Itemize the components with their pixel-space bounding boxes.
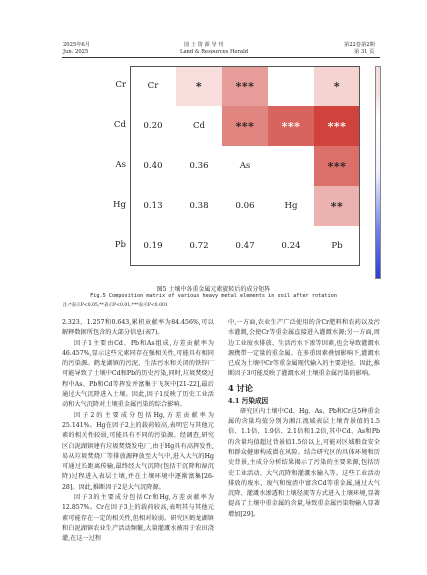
significance-cell: *** bbox=[314, 146, 360, 186]
row-label-cr: Cr bbox=[115, 80, 126, 90]
correlation-value-cell: 0.72 bbox=[189, 241, 209, 251]
diagonal-label: Hg bbox=[284, 201, 298, 211]
figure-note: 注:*表示P<0.05,**表示P<0.01,***表示P<0.001 bbox=[63, 303, 168, 308]
correlation-value-cell: 0.20 bbox=[143, 121, 163, 131]
row-label-cd: Cd bbox=[113, 120, 126, 130]
subsection-heading: 4.1 污染成因 bbox=[228, 396, 269, 405]
significance-cell: ** bbox=[314, 186, 360, 226]
row-label-pb: Pb bbox=[114, 240, 126, 250]
paragraph: 中,一方面,农业生产广泛使用的含Cr肥料和农药以及污水灌溉,会使Cr等重金属直接进入灌溉水源;另一方面,周边工业废水排放、生活污水下渗等因素,也会导致灌溉水源携带一定量的重金属。在多重因素叠加影响下,灌溉水已成为土壤中Cr等重金属现代输入的主要途径。因此,推断因子3可能反映了灌溉水对土壤重金属污染的影响。 bbox=[228, 319, 380, 378]
significance-cell: * bbox=[176, 66, 222, 106]
paragraph: 因子2的主要成分包括Hg,方差贡献率为25.141%。Hg在因子2上的载荷较高,表明它与其他元素的相关性较弱,可能具有不同的污染源。经调查,研究区白泥湖镇建有垃圾焚烧发电厂,由于Hg具有高挥发性,易从垃圾焚烧厂等排放源释放至大气中,进入大气的Hg可通过长距离传输,最终经大气沉降(包括干沉降和湿沉降)过程进入表层土壤,并在土壤环境中逐渐富集[26-28]。因此,推断因子2是大气沉降源。 bbox=[62, 411, 214, 491]
significance-cell: * bbox=[314, 66, 360, 106]
left-column bbox=[62, 318, 214, 545]
header-journal-en: Land & Resources Herald bbox=[180, 49, 249, 55]
figure-caption-en: Fig.5 Composition matrix of various heavy metal elements in soil after rotation bbox=[90, 293, 337, 299]
significance-cell: *** bbox=[314, 106, 360, 146]
header-page: 第 31 页 bbox=[354, 49, 375, 55]
matrix-border bbox=[130, 66, 360, 266]
header-date-cn: 2025年6月 bbox=[63, 42, 90, 48]
paragraph: 2.323、1.257和0.643,累积贡献率为84.456%,可以解释数据所包含的大部分信息(表7)。 bbox=[62, 319, 214, 337]
diagonal-label: Cr bbox=[147, 81, 159, 91]
header-volume: 第22卷第2期 bbox=[344, 42, 375, 48]
significance-cell: *** bbox=[222, 66, 268, 106]
correlation-value-cell: 0.19 bbox=[143, 241, 163, 251]
diagonal-label: Pb bbox=[331, 241, 343, 251]
correlation-value-cell: 0.47 bbox=[235, 241, 255, 251]
correlation-value-cell: 0.36 bbox=[189, 161, 209, 171]
correlation-value-cell: 0.38 bbox=[189, 201, 209, 211]
paragraph: 因子3的主要成分包括Cr和Hg,方差贡献率为12.857%。Cr在因子3上的载荷较高,表明其与其他元素可能存在一定的相关性,但相对较弱。研究区鹤龙湖镇和白泥湖镇农业生产活动频繁,大量灌溉水被用于农田浇灌,在这一过程 bbox=[62, 494, 214, 543]
correlation-value-cell: 0.40 bbox=[143, 161, 163, 171]
figure-caption-cn: 图5 土壤中各重金属元素旋转后的成分矩阵 bbox=[156, 286, 271, 293]
color-scale-bar bbox=[375, 66, 381, 279]
paragraph: 研究区内土壤中Cd、Hg、As、Pb和Cr这5种重金属的含量均值分别为湘江流域表层土壤背景值的1.5倍、1.1倍、1.9倍、2.1倍和1.2倍,其中Cd、As和Pb的含量均值超过背景值1.5倍以上,可能对区域粮食安全和群众健康构成潜在风险。结合研究区的具体环境和历史背景,主成分分析结果揭示了污染的主要来源,包括历史工业活动、大气沉降和灌溉水输入等。这些工业活动排放的废水、废气和废渣中富含Cd等重金属,通过大气沉降、灌溉水渗透和土壤径流等方式进入土壤环境,显著提高了土壤中重金属的含量,导致重金属污染物输入显著增加[29]。 bbox=[228, 407, 380, 518]
right-column bbox=[228, 318, 380, 520]
paragraph: 因子1主要由Cd、Pb和As组成,方差贡献率为46.457%,显示这些元素同存在强相关性,可能具有相同的污染源。鹤龙湖镇的污泥、生活污水和关闭的铁锌厂可能导致了土壤中Cd和Pb的历史污染,同时,垃圾焚烧过程中As、Pb和Cd等挥发并富集于飞灰中[21-22],最后通过大气沉降进入土壤。因此,因子1反映了历史工业活动和大气沉降对土壤重金属污染的综合影响。 bbox=[62, 339, 214, 409]
row-label-as: As bbox=[115, 160, 126, 170]
header-journal-cn: 国 土 资 源 导 刊 bbox=[184, 42, 224, 48]
correlation-value-cell: 0.24 bbox=[281, 241, 301, 251]
diagonal-label: Cd bbox=[192, 121, 206, 131]
significance-cell: *** bbox=[268, 106, 314, 146]
diagonal-label: As bbox=[239, 161, 251, 171]
header-date-en: Jun. 2025 bbox=[63, 49, 89, 55]
significance-cell: *** bbox=[222, 106, 268, 146]
row-label-hg: Hg bbox=[113, 200, 126, 210]
section-heading: 4 讨论 bbox=[228, 382, 253, 393]
correlation-value-cell: 0.06 bbox=[235, 201, 255, 211]
correlation-value-cell: 0.13 bbox=[143, 201, 163, 211]
